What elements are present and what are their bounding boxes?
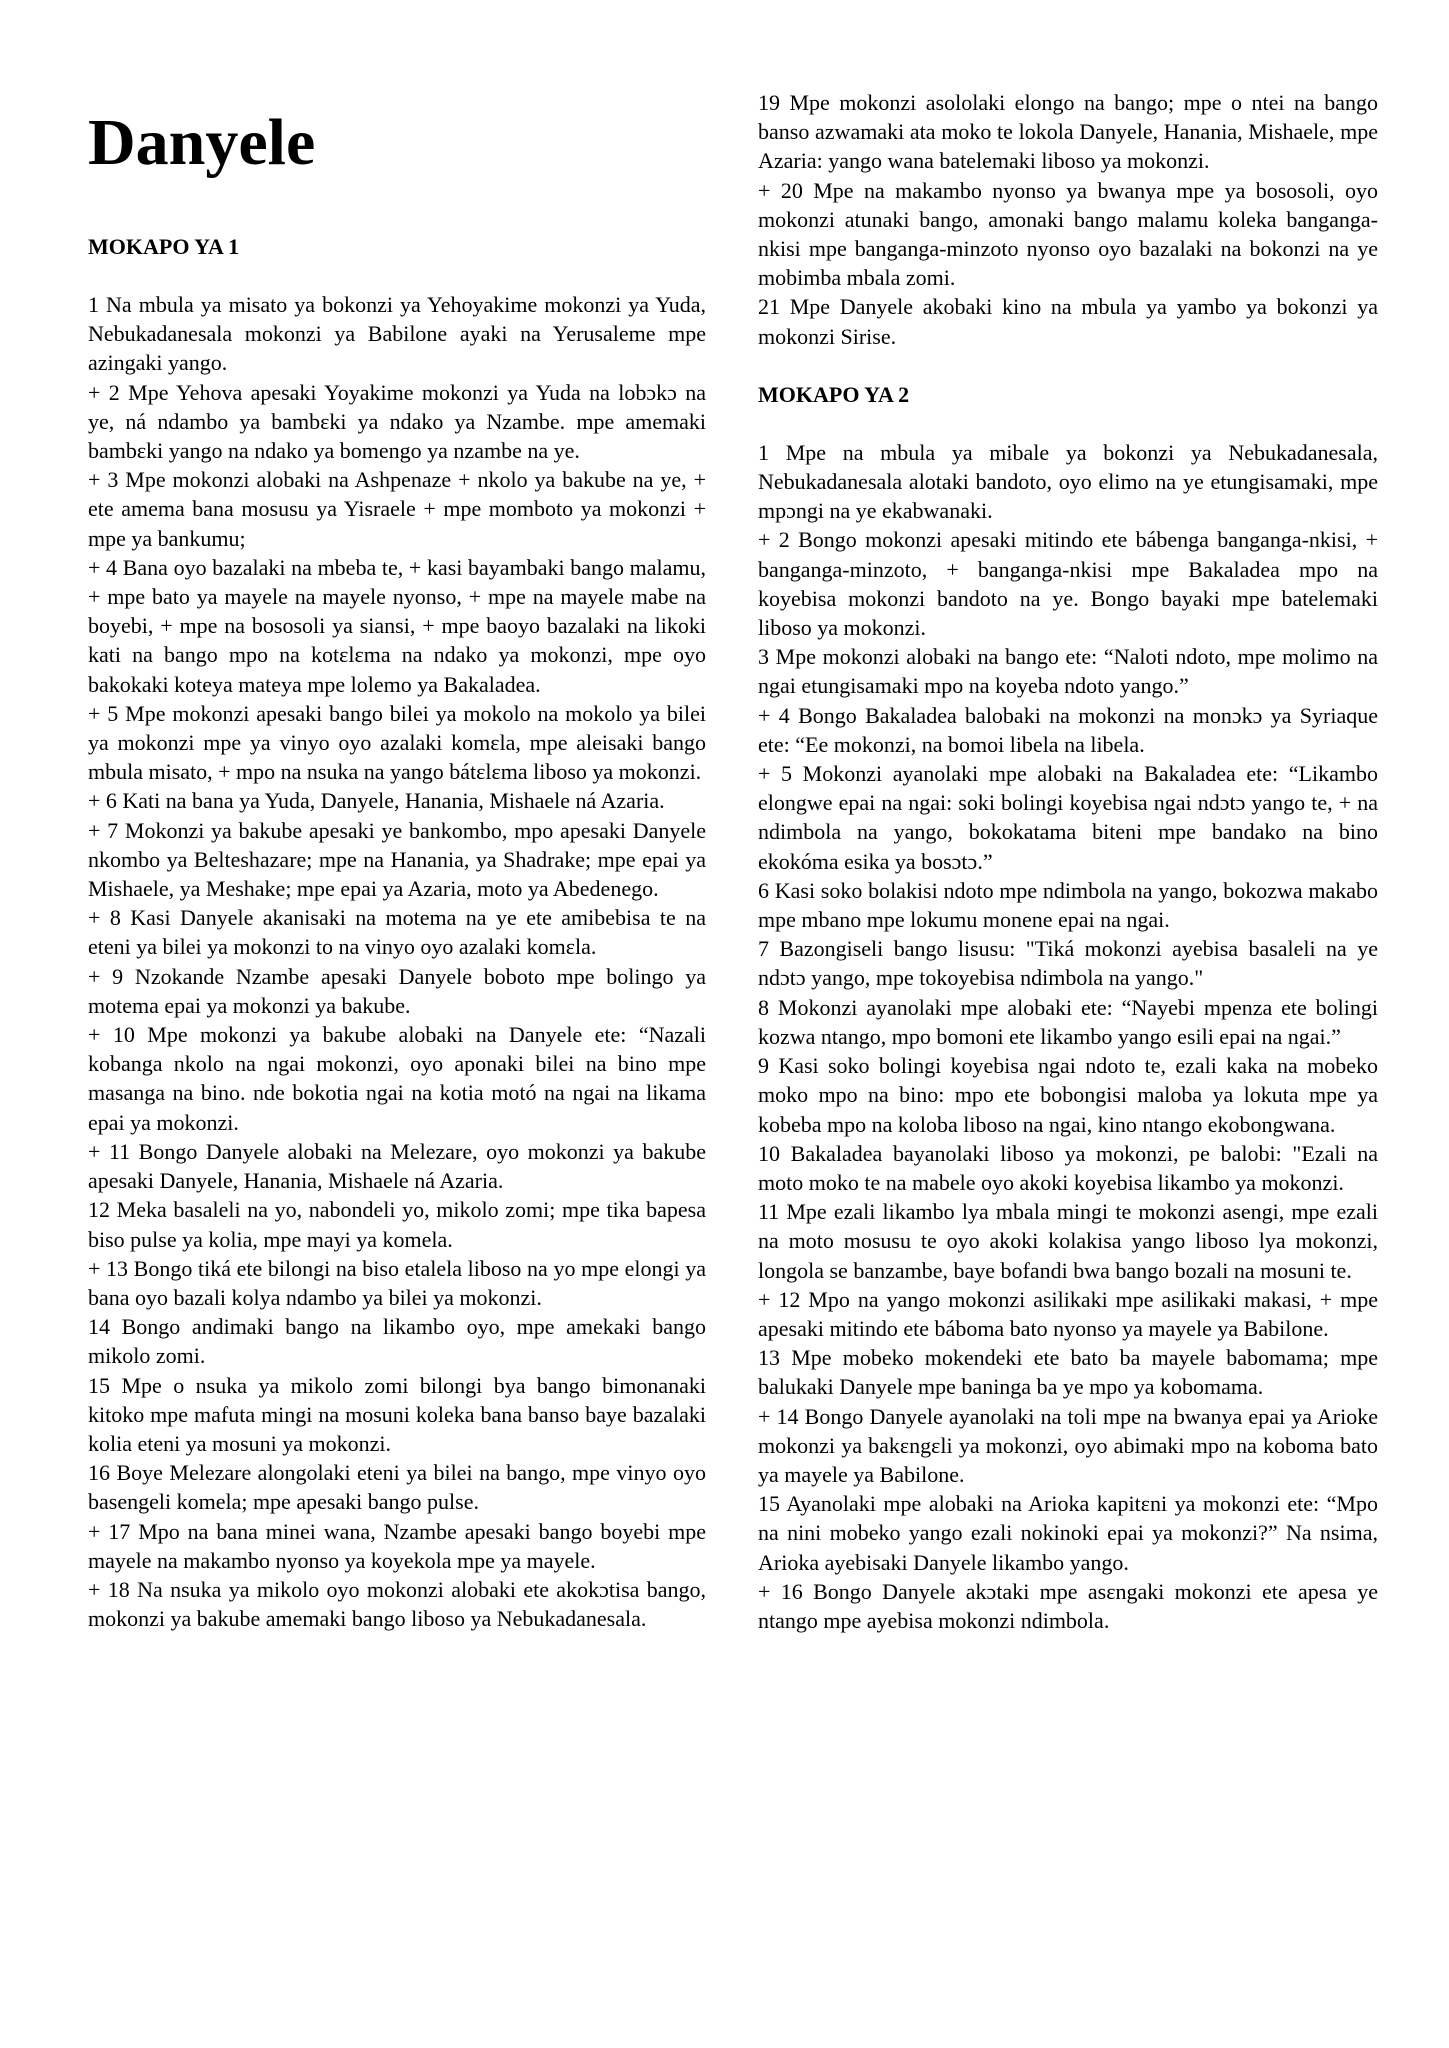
verse-1-2: + 2 Mpe Yehova apesaki Yoyakime mokonzi ya Yuda na lobɔkɔ na ye, ná ndambo ya bambɛki ya ndako ya Nzambe. mpe amemaki bambɛki yango na ndako ya bomengo ya nzambe na ye.: [88, 379, 706, 464]
verse-2-10: 10 Bakaladea bayanolaki liboso ya mokonzi, pe balobi: "Ezali na moto moko te na mabele oyo akoki koyebisa likambo ya mokonzi.: [758, 1140, 1378, 1195]
verse-2-14: + 14 Bongo Danyele ayanolaki na toli mpe na bwanya epai ya Arioke mokonzi ya bakɛngɛli ya mokonzi, oyo abimaki mpo na koboma bato ya mayele ya Babilone.: [758, 1403, 1378, 1487]
verse-1-14: 14 Bongo andimaki bango na likambo oyo, mpe amekaki bango mikolo zomi.: [88, 1314, 706, 1369]
verse-2-15: 15 Ayanolaki mpe alobaki na Arioka kapitɛni ya mokonzi ete: “Mpo na nini mobeko yango ezali nokinoki epai ya mokonzi?” Na nsima, Arioka ayebisaki Danyele likambo yango.: [758, 1491, 1378, 1575]
verse-1-18: + 18 Na nsuka ya mikolo oyo mokonzi alobaki ete akokɔtisa bango, mokonzi ya bakube amemaki bango liboso ya Nebukadanesala.: [88, 1576, 706, 1632]
verse-1-16: 16 Boye Melezare alongolaki eteni ya bilei na bango, mpe vinyo oyo basengeli komela; mpe apesaki bango pulse.: [88, 1460, 706, 1515]
verse-2-4: + 4 Bongo Bakaladea balobaki na mokonzi na monɔkɔ ya Syriaque ete: “Ee mokonzi, na bomoi libela na libela.: [758, 702, 1378, 757]
verse-2-6: 6 Kasi soko bolakisi ndoto mpe ndimbola na yango, bokozwa makabo mpe mbano mpe lokumu monene epai na ngai.: [758, 877, 1378, 933]
verse-1-7: + 7 Mokonzi ya bakube apesaki ye bankombo, mpo apesaki Danyele nkombo ya Belteshazare; mpe na Hanania, ya Shadrake; mpe epai ya Mishaele, ya Meshake; mpe epai ya Azaria, moto ya Abedenego.: [88, 817, 706, 902]
verse-2-12: + 12 Mpo na yango mokonzi asilikaki mpe asilikaki makasi, + mpe apesaki mitindo ete báboma bato nyonso ya mayele ya Babilone.: [758, 1286, 1378, 1341]
verse-1-11: + 11 Bongo Danyele alobaki na Melezare, oyo mokonzi ya bakube apesaki Danyele, Hanania, Mishaele ná Azaria.: [88, 1138, 706, 1194]
verse-1-17: + 17 Mpo na bana minei wana, Nzambe apesaki bango boyebi mpe mayele na makambo nyonso ya koyekola mpe ya mayele.: [88, 1518, 706, 1573]
chapter-heading-2: MOKAPO YA 2: [758, 381, 910, 407]
verse-1-13: + 13 Bongo tiká ete bilongi na biso etalela liboso na yo mpe elongi ya bana oyo bazali kolya ndambo ya bilei ya mokonzi.: [88, 1255, 706, 1310]
verse-1-1: 1 Na mbula ya misato ya bokonzi ya Yehoyakime mokonzi ya Yuda, Nebukadanesala mokonzi ya Babilone ayaki na Yerusaleme mpe azingaki yango.: [88, 292, 706, 376]
verse-2-7: 7 Bazongiseli bango lisusu: "Tiká mokonzi ayebisa basaleli na ye ndɔtɔ yango, mpe tokoyebisa ndimbola na yango.": [758, 936, 1378, 991]
verse-1-12: 12 Meka basaleli na yo, nabondeli yo, mikolo zomi; mpe tika bapesa biso pulse ya kolia, mpe mayi ya komela.: [88, 1197, 706, 1252]
verse-2-2: + 2 Bongo mokonzi apesaki mitindo ete bábenga banganga-nkisi, + banganga-minzoto, + banganga-nkisi mpe Bakaladea mpo na koyebisa mokonzi bandoto na ye. Bongo bayaki mpe batelemaki liboso ya mokonzi.: [758, 527, 1378, 641]
verse-2-16: + 16 Bongo Danyele akɔtaki mpe asɛngaki mokonzi ete apesa ye ntango mpe ayebisa mokonzi ndimbola.: [758, 1578, 1378, 1633]
verse-1-4: + 4 Bana oyo bazalaki na mbeba te, + kasi bayambaki bango malamu, + mpe bato ya mayele na mayele nyonso, + mpe na mayele mabe na boyebi, + mpe na bososoli ya siansi, + mpe baoyo bazalaki na likoki kati na bango mpo na kotɛlɛma na ndako ya mokonzi, mpe oyo bakokaki koteya mateya mpe lolemo ya Bakaladea.: [88, 554, 706, 697]
verse-1-21: 21 Mpe Danyele akobaki kino na mbula ya yambo ya bokonzi ya mokonzi Sirise.: [758, 294, 1378, 349]
left-column: [88, 88, 706, 1633]
verse-2-8: 8 Mokonzi ayanolaki mpe alobaki ete: “Nayebi mpenza ete bolingi kozwa ntango, mpo bomoni ete likambo yango esili epai na ngai.”: [758, 994, 1378, 1049]
verse-1-3: + 3 Mpe mokonzi alobaki na Ashpenaze + nkolo ya bakube na ye, + ete amema bana mosusu ya Yisraele + mpe momboto ya mokonzi + mpe ya bankumu;: [88, 467, 706, 551]
verse-1-15: 15 Mpe o nsuka ya mikolo zomi bilongi bya bango bimonanaki kitoko mpe mafuta mingi na mosuni koleka bana banso baye bazalaki kolia eteni ya mosuni ya mokonzi.: [88, 1372, 706, 1456]
verse-1-6: + 6 Kati na bana ya Yuda, Danyele, Hanania, Mishaele ná Azaria.: [88, 788, 665, 814]
book-title: Danyele: [88, 106, 316, 179]
verse-2-3: 3 Mpe mokonzi alobaki na bango ete: “Naloti ndoto, mpe molimo na ngai etungisamaki mpo na koyeba ndoto yango.”: [758, 644, 1378, 699]
verse-2-11: 11 Mpe ezali likambo lya mbala mingi te mokonzi asengi, mpe ezali na moto mosusu te oyo akoki kolakisa yango liboso lya mokonzi, longola se banzambe, baye bofandi bwa bango bozali na mosuni te.: [758, 1199, 1378, 1283]
verse-2-5: + 5 Mokonzi ayanolaki mpe alobaki na Bakaladea ete: “Likambo elongwe epai na ngai: soki bolingi koyebisa ngai ndɔtɔ yango te, + na ndimbola na yango, bokokatama biteni mpe bandako na bino ekokóma esika ya bosɔtɔ.”: [758, 761, 1378, 874]
verse-2-9: 9 Kasi soko bolingi koyebisa ngai ndoto te, ezali kaka na mobeko moko mpo na bino: mpo ete bobongisi maloba ya lokuta mpe ya kobeba mpo na koloba liboso na ngai, kino ntango ekobongwana.: [758, 1053, 1378, 1137]
verse-1-8: + 8 Kasi Danyele akanisaki na motema na ye ete amibebisa te na eteni ya bilei ya mokonzi to na vinyo oyo azalaki komɛla.: [88, 905, 706, 960]
chapter-heading-1: MOKAPO YA 1: [88, 234, 240, 259]
verse-2-13: 13 Mpe mobeko mokendeki ete bato ba mayele babomama; mpe balukaki Danyele mpe baninga ba ye mpo ya kobomama.: [758, 1345, 1378, 1400]
verse-1-10: + 10 Mpe mokonzi ya bakube alobaki na Danyele ete: “Nazali kobanga nkolo na ngai mokonzi, oyo aponaki bilei na bino mpe masanga na bino. nde bokotia ngai na kotia motó na ngai na likama epai ya mokonzi.: [88, 1022, 706, 1135]
verse-1-20: + 20 Mpe na makambo nyonso ya bwanya mpe ya bososoli, oyo mokonzi atunaki bango, amonaki bango malamu koleka banganga-nkisi mpe banganga-minzoto nyonso oyo bazalaki na bokonzi na ye mobimba mbala zomi.: [758, 177, 1378, 291]
verse-1-19: 19 Mpe mokonzi asololaki elongo na bango; mpe o ntei na bango banso azwamaki ata moko te lokola Danyele, Hanania, Mishaele, mpe Azaria: yango wana batelemaki liboso ya mokonzi.: [758, 90, 1378, 174]
verse-1-5: + 5 Mpe mokonzi apesaki bango bilei ya mokolo na mokolo ya bilei ya mokonzi mpe ya vinyo oyo azalaki komɛla, mpe aleisaki bango mbula misato, + mpo na nsuka na yango bátɛlɛma liboso ya mokonzi.: [88, 700, 706, 785]
right-column: [758, 88, 1378, 1635]
verse-1-9: + 9 Nzokande Nzambe apesaki Danyele boboto mpe bolingo ya motema epai ya mokonzi ya bakube.: [88, 963, 706, 1018]
verse-2-1: 1 Mpe na mbula ya mibale ya bokonzi ya Nebukadanesala, Nebukadanesala alotaki bandoto, oyo elimo na ye etungisamaki, mpe mpɔngi na ye ekabwanaki.: [758, 439, 1378, 524]
